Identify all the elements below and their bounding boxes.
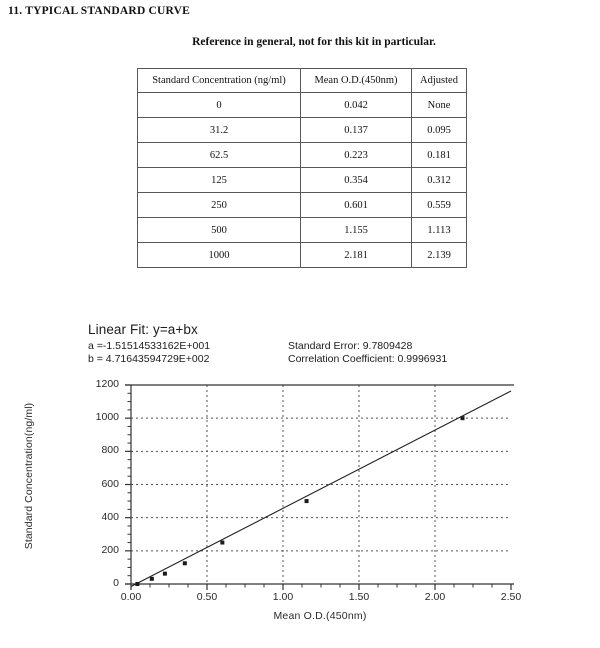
cell-adjusted: 0.095 [412,118,467,143]
y-tick-label: 400 [101,510,119,523]
cell-concentration: 500 [138,218,301,243]
table-row [138,193,467,218]
header-standard-concentration: Standard Concentration (ng/ml) [138,69,301,93]
cell-concentration: 31.2 [138,118,301,143]
cell-concentration: 0 [138,93,301,118]
y-tick-label: 800 [101,444,119,457]
table-row [138,118,467,143]
y-tick-label: 0 [113,577,119,589]
fit-coefficient-b: b = 4.71643594729E+002 [88,353,210,365]
table-row [138,218,467,243]
cell-mean-od: 1.155 [301,218,412,243]
y-tick-label: 600 [101,477,119,490]
cell-concentration: 250 [138,193,301,218]
y-tick-label: 1200 [95,378,119,390]
x-tick-label: 0.50 [196,591,218,603]
fit-coefficient-a: a =-1.51514533162E+001 [88,340,211,352]
x-tick-label: 2.00 [424,591,446,603]
fit-standard-error: Standard Error: 9.7809428 [288,340,413,352]
cell-concentration: 1000 [138,243,301,268]
cell-adjusted: 0.559 [412,193,467,218]
table-header-row [138,69,467,93]
cell-adjusted: 1.113 [412,218,467,243]
table-row [138,143,467,168]
subtitle-note: Reference in general, not for this kit in particular. [192,36,436,48]
table-row [138,243,467,268]
standard-curve-table [137,68,467,268]
header-mean-od: Mean O.D.(450nm) [301,69,412,93]
cell-mean-od: 0.601 [301,193,412,218]
cell-adjusted: 2.139 [412,243,467,268]
cell-concentration: 62.5 [138,143,301,168]
cell-mean-od: 2.181 [301,243,412,268]
y-tick-label: 200 [101,543,119,556]
cell-concentration: 125 [138,168,301,193]
table-row [138,168,467,193]
x-axis-title: Mean O.D.(450nm) [273,610,367,622]
page-title: 11. TYPICAL STANDARD CURVE [8,5,191,17]
header-adjusted: Adjusted [412,69,467,93]
x-tick-label: 2.50 [500,591,522,603]
y-axis-title: Standard Concentration(ng/ml) [23,402,35,550]
cell-mean-od: 0.354 [301,168,412,193]
linear-fit-title: Linear Fit: y=a+bx [88,322,198,337]
table-row [138,93,467,118]
x-tick-label: 1.00 [272,591,294,603]
linear-fit-summary [88,322,447,366]
standard-curve-chart [0,378,600,640]
x-tick-label: 1.50 [348,591,370,603]
y-tick-label: 1000 [95,411,119,424]
cell-mean-od: 0.137 [301,118,412,143]
cell-adjusted: None [412,93,467,118]
cell-mean-od: 0.223 [301,143,412,168]
fit-correlation-coefficient: Correlation Coefficient: 0.9996931 [288,353,448,365]
cell-adjusted: 0.181 [412,143,467,168]
linear-fit-values [88,340,447,366]
x-tick-label: 0.00 [120,591,142,603]
cell-mean-od: 0.042 [301,93,412,118]
cell-adjusted: 0.312 [412,168,467,193]
